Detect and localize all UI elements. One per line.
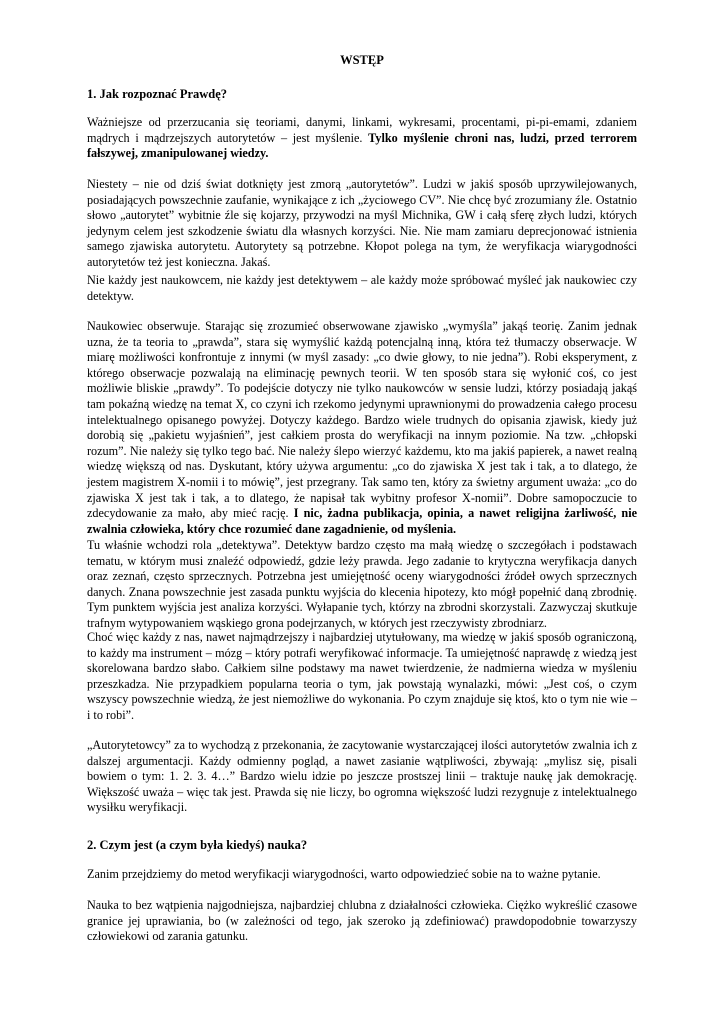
section-2-paragraph-2: Nauka to bez wątpienia najgodniejsza, najbardziej chlubna z działalności człowieka. Ciężko wykreślić czasowe granice jej uprawiania, bo (w zależności od tego, jak szeroko ją zdefiniować) prawdopodobnie towarzyszy człowiekowi od zarania gatunku. — [87, 898, 637, 944]
section-1-paragraph-7: „Autorytetowcy” za to wychodzą z przekonania, że zacytowanie wystarczającej ilości autorytetów zwalnia ich z dalszej argumentacji. Każdy odmienny pogląd, a nawet zasianie wątpliwości, zbywają: „mylisz się, pisali bowiem o tym: 1. 2. 3. 4…” Bardzo wielu idzie po jeszcze prostszej linii – traktuje naukę jak demokrację. Większość uważa – więc tak jest. Prawda się nie liczy, bo ogromna większość ludzi rezygnuje z intelektualnego wysiłku weryfikacji. — [87, 738, 637, 815]
section-1-paragraph-3: Nie każdy jest naukowcem, nie każdy jest detektywem – ale każdy może spróbować myśleć jak naukowiec czy detektyw. — [87, 273, 637, 303]
section-1-paragraph-1 — [87, 115, 637, 162]
page-title: WSTĘP — [340, 53, 384, 67]
section-1-paragraph-6: Choć więc każdy z nas, nawet najmądrzejszy i najbardziej utytułowany, ma wiedzę w jakiś sposób ograniczoną, to każdy ma instrument – mózg – który potrafi weryfikować informacje. Ta umiejętność naprawdę z wiedzą jest skorelowana bardzo słabo. Całkiem silne podstawy ma nawet twierdzenie, że nadmierna wiedza w myśleniu przeszkadza. Nie przypadkiem popularna teoria o tym, jak powstają wynalazki, mówi: „Jest coś, o czym wszyscy powszechnie wiedzą, że jest niemożliwe do wykonania. Po czym znajduje się ktoś, kto o tym nie wie – i to robi”. — [87, 630, 637, 722]
section-1-paragraph-2: Niestety – nie od dziś świat dotknięty jest zmorą „autorytetów”. Ludzi w jakiś sposób uprzywilejowanych, posiadających powszechnie zaufanie, wynikające z ich „życiowego CV”. Nie chcę być zrozumiany źle. Ostatnio słowo „autorytet” wybitnie źle się kojarzy, przywodzi na myśl Michnika, GW i całą sferę złych ludzi, których jedynym celem jest szkodzenie światu dla własnych korzyści. Nie. Nie mam zamiaru deprecjonować istnienia samego zjawiska autorytetu. Autorytety są potrzebne. Kłopot polega na tym, że weryfikacja wiarygodności autorytetów też jest konieczna. Jakaś. — [87, 177, 637, 269]
paragraph-text: Naukowiec obserwuje. Starając się zrozumieć obserwowane zjawisko „wymyśla” jakąś teorię. Zanim jednak uzna, że ta teoria to „prawda”, stara się wymyślić każdą potencjalną inną, która też tłumaczy obserwacje. W miarę możliwości konfrontuje z innymi (w myśl zasady: „co dwie głowy, to nie jedna”). Robi eksperyment, z którego obserwacje pozwalają na eliminację pewnych teorii. W ten sposób stara się wyłonić coś, co jest możliwie bliskie „prawdy”. To podejście dotyczy nie tylko naukowców w sensie ludzi, którzy posiadają jakąś tam pokaźną wiedzę na temat X, co czyni ich rzekomo jedynymi uprawnionymi do prowadzenia całego procesu intelektualnego opisanego powyżej. Dotyczy każdego. Bardzo wiele trudnych do opisania zjawisk, kiedy już dorobią się „pakietu wyjaśnień”, jest całkiem prosta do weryfikacji na innym poziomie. Na tzw. „chłopski rozum”. Nie należy się tylko tego bać. Nie należy ślepo wierzyć każdemu, kto ma jakiś papierek, a nawet realną wiedzę większą od nas. Dyskutant, który używa argumentu: „co do zjawiska X jest tak i tak, a to dlatego, że jestem magistrem X-nomii i to mówię”, jest przegrany. Tak samo ten, który za świetny argument uważa: „co do zjawiska X jest tak i tak, a to dlatego, że napisał tak wybitny profesor X-nomii”. Dobre samopoczucie to zdecydowanie za mało, aby mieć rację. — [87, 319, 637, 521]
section-1-paragraph-4 — [87, 319, 637, 537]
paragraph-bold-text: Tylko myślenie chroni nas, ludzi, przed terrorem fałszywej, zmanipulowanej wiedzy. — [87, 130, 637, 161]
section-1-paragraph-5: Tu właśnie wchodzi rola „detektywa”. Detektyw bardzo często ma małą wiedzę o szczegółach i podstawach tematu, w którym musi znaleźć odpowiedź, gdzie leży prawda. Jego zadanie to krytyczna weryfikacja danych oraz zeznań, często sprzecznych. Potrzebna jest umiejętność oceny wiarygodności źródeł owych sprzecznych danych. Znana powszechnie jest zasada punktu wyjścia do klecenia hipotezy, kto mógł popełnić daną zbrodnię. Tym punktem wyjścia jest analiza korzyści. Wyłapanie tych, którzy na zbrodni skorzystali. Zazwyczaj skutkuje trafnym wytypowaniem wąskiego grona podejrzanych, w których jest rzeczywisty zbrodniarz. — [87, 538, 637, 630]
section-2-heading: 2. Czym jest (a czym była kiedyś) nauka? — [87, 838, 308, 852]
paragraph-text: Ważniejsze od przerzucania się teoriami, danymi, linkami, wykresami, procentami, pi-pi-emami, zdaniem mądrych i mądrzejszych autorytetów – jest myślenie. — [87, 115, 637, 145]
section-2-paragraph-1: Zanim przejdziemy do metod weryfikacji wiarygodności, warto odpowiedzieć sobie na to ważne pytanie. — [87, 867, 601, 881]
section-1-heading: 1. Jak rozpoznać Prawdę? — [87, 87, 228, 101]
paragraph-bold-text: I nic, żadna publikacja, opinia, a nawet religijna żarliwość, nie zwalnia człowieka, który chce rozumieć dane zagadnienie, od myślenia. — [87, 506, 637, 536]
